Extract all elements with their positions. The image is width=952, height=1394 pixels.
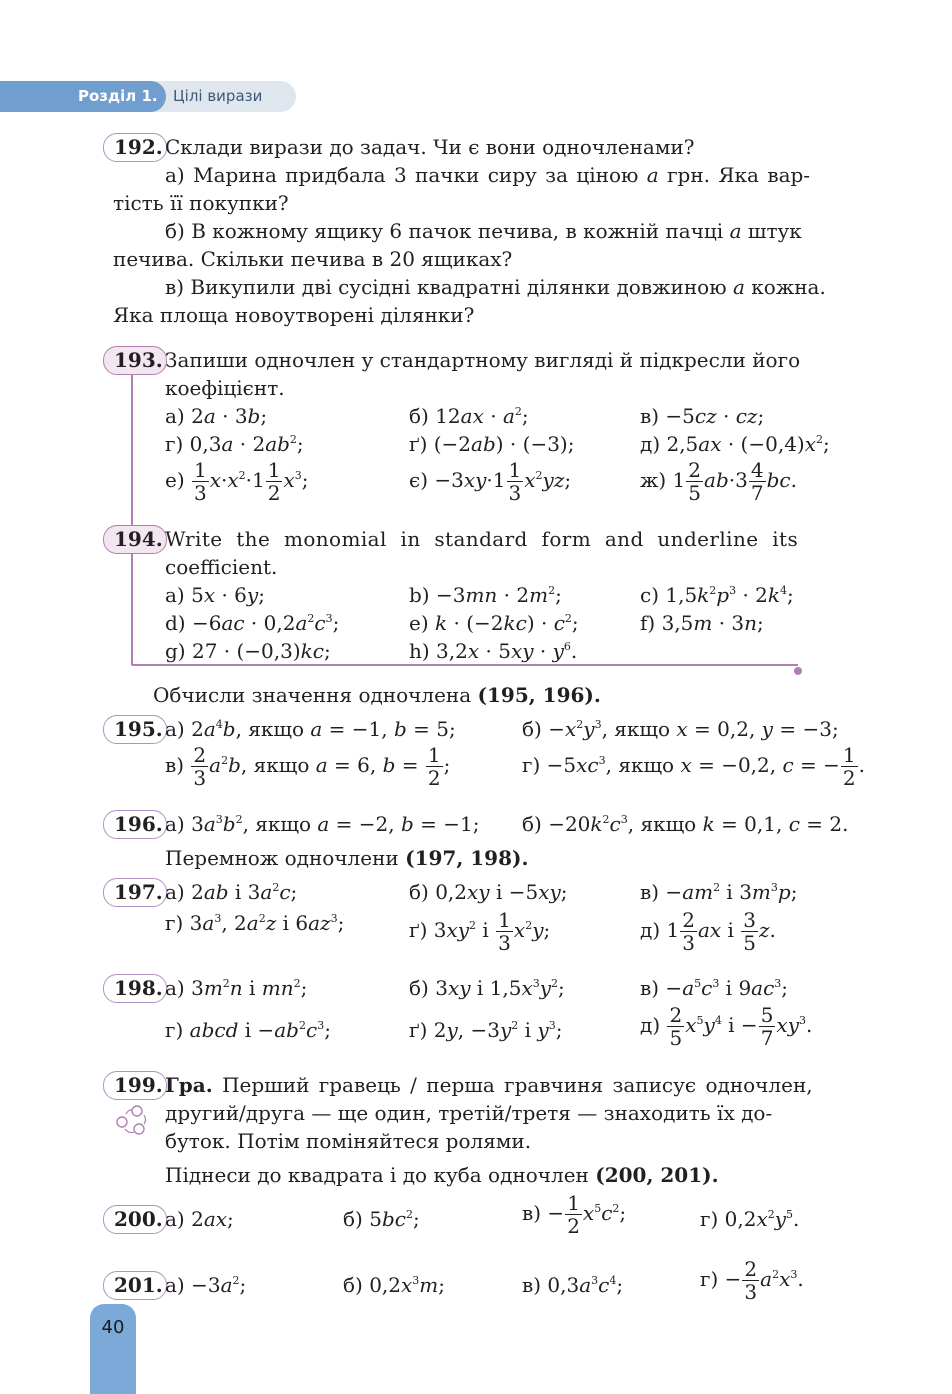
problem-192-b-line2: печива. Скільки печива в 20 ящиках? xyxy=(113,247,513,271)
problem-number-197: 197. xyxy=(103,878,167,907)
problem-197-item-v: $в) -am^2$ і $3m^3p$; xyxy=(640,880,798,904)
problem-194-item-e: e) $k \cdot (-2kc) \cdot c^2$; xyxy=(409,611,579,635)
section-bracket-dot xyxy=(794,667,802,675)
problem-199-line3: буток. Потім поміняйтеся ролями. xyxy=(165,1129,532,1153)
game-icon xyxy=(113,1103,151,1139)
intro-200-201: Піднеси до квадрата і до куба одночлен (200, 201). xyxy=(165,1163,719,1187)
problem-198-item-v: $в) -a^5c^3$ і $9ac^3$; xyxy=(640,976,789,1000)
problem-194-item-h: h) $3,2x \cdot 5xy \cdot y^6$. xyxy=(409,639,578,663)
intro-197-198: Перемнож одночлени (197, 198). xyxy=(165,846,529,870)
problem-201-item-g: г) − $\frac{2}{3}$ $a^2x^3$. xyxy=(700,1257,804,1304)
problem-201-item-b: б) $0,2x^3m$; xyxy=(343,1273,446,1297)
problem-195-item-g: $г) -5xc^3$, якщо x = −0,2, c = − $\frac{1}{2}$ . xyxy=(522,743,866,790)
problem-194-item-c: c) $1,5k^2p^3 \cdot 2k^4$; xyxy=(640,583,794,607)
problem-number-193: 193. xyxy=(103,346,167,375)
problem-193-item-b: б) $12ax \cdot a^2$; xyxy=(409,404,529,428)
problem-198-item-gg: ґ) 2y, $-3y^2$ і $y^3$; xyxy=(409,1018,563,1042)
problem-193-item-e: е) $\frac{1}{3}$ $x\cdot x^2\cdot 1$ $\frac{1}{2}$ $x^3$; xyxy=(165,458,309,505)
problem-194-item-g: g) 27 · (−0,3)kc; xyxy=(165,639,331,663)
problem-193-item-ye: є) −3xy·1 $\frac{1}{3}$ $x^2yz$; xyxy=(409,458,572,505)
problem-194-item-a: a) 5x · 6y; xyxy=(165,583,265,607)
section-bracket-vertical xyxy=(131,375,133,665)
problem-193-item-v: в) −5cz · cz; xyxy=(640,404,765,428)
problem-195-item-v: в) $\frac{2}{3}$ $a^2b$, якщо a = 6, b = $\frac{1}{2}$ ; xyxy=(165,743,451,790)
problem-number-201: 201. xyxy=(103,1271,167,1300)
problem-200-item-g: г) $0,2x^2y^5$. xyxy=(700,1207,800,1231)
problem-194-item-f: f) 3,5m · 3n; xyxy=(640,611,764,635)
problem-number-196: 196. xyxy=(103,810,167,839)
problem-201-item-v: в) $0,3a^3c^4$; xyxy=(522,1273,624,1297)
problem-193-item-zh: ж) 1 $\frac{2}{5}$ ab·3 $\frac{4}{7}$ bc. xyxy=(640,458,797,505)
problem-198-item-g: г) abcd $і -ab^2c^3$; xyxy=(165,1018,331,1042)
problem-196-item-a: а) $3a^3b^2$, якщо a = −2, b = −1; xyxy=(165,812,480,836)
problem-192-c-line1: в) Викупили дві сусідні квадратні ділянки довжиною a кожна. xyxy=(165,275,826,299)
problem-198-item-d: д) $\frac{2}{5}$ $x^5y^4$ і − $\frac{5}{7}$ $xy^3$. xyxy=(640,1003,813,1050)
problem-194-item-b: $b) -3mn \cdot 2m^2$; xyxy=(409,583,562,607)
problem-193-text-line1: Запиши одночлен у стандартному вигляді й підкресли його xyxy=(165,348,801,372)
problem-192-b-line1: б) В кожному ящику 6 пачок печива, в кожній пачці a штук xyxy=(165,219,802,243)
problem-199-line2: другий/друга — ще один, третій/третя — знаходить їх до- xyxy=(165,1101,773,1125)
section-bracket-horizontal xyxy=(131,664,798,666)
intro-195-196: Обчисли значення одночлена (195, 196). xyxy=(153,683,601,707)
problem-193-item-g: г) $0,3a \cdot 2ab^2$; xyxy=(165,432,304,456)
problem-193-item-a: а) 2a · 3b; xyxy=(165,404,268,428)
problem-200-item-b: б) $5bc^2$; xyxy=(343,1207,420,1231)
problem-197-item-gg: ґ) $3xy^2$ і $\frac{1}{3}$ $x^2y$; xyxy=(409,908,551,955)
chapter-tab xyxy=(0,81,296,112)
problem-201-item-a: $а) -3a^2$; xyxy=(165,1273,247,1297)
problem-number-198: 198. xyxy=(103,974,167,1003)
problem-192-a-line2: тість її покупки? xyxy=(113,191,289,215)
problem-196-item-b: $б) -20k^2c^3$, якщо k = 0,1, c = 2. xyxy=(522,812,849,836)
problem-number-192: 192. xyxy=(103,133,167,162)
problem-198-item-a: а) $3m^2n$ і $mn^2$; xyxy=(165,976,308,1000)
problem-200-item-a: а) 2ax; xyxy=(165,1207,234,1231)
problem-number-199: 199. xyxy=(103,1071,167,1100)
problem-194-text-line2: coefficient. xyxy=(165,555,278,579)
page-number-tab xyxy=(90,1304,136,1394)
problem-193-item-d: д) $2,5ax \cdot (-0,4)x^2$; xyxy=(640,432,830,456)
problem-number-195: 195. xyxy=(103,715,167,744)
problem-194-item-d: $d) -6ac \cdot 0,2a^2c^3$; xyxy=(165,611,340,635)
problem-192-a-line1: а) Марина придбала 3 пачки сиру за ціною a грн. Яка вар- xyxy=(165,163,811,187)
problem-197-item-g: г) $3a^3$, $2a^2z$ і $6az^3$; xyxy=(165,910,345,935)
problem-197-item-a: а) 2ab і $3a^2c$; xyxy=(165,880,298,904)
problem-197-item-b: б) 0,2xy і −5xy; xyxy=(409,880,568,904)
problem-198-item-b: б) 3xy і $1,5x^3y^2$; xyxy=(409,976,565,1000)
problem-197-item-d: д) 1 $\frac{2}{3}$ ax і $\frac{3}{5}$ z. xyxy=(640,908,776,955)
problem-199-line1: Гра. Перший гравець / перша гравчиня записує одночлен, xyxy=(165,1073,813,1097)
problem-192-text: Склади вирази до задач. Чи є вони одночленами? xyxy=(165,135,695,159)
problem-200-item-v: в) − $\frac{1}{2}$ $x^5c^2$; xyxy=(522,1191,627,1238)
problem-195-item-a: а) $2a^4b$, якщо a = −1, b = 5; xyxy=(165,717,456,741)
problem-194-text-line1: Write the monomial in standard form and underline its xyxy=(165,527,799,551)
page-number: 40 xyxy=(101,1317,125,1338)
chapter-title: Цілі вирази xyxy=(173,87,263,105)
problem-193-text-line2: коефіцієнт. xyxy=(165,376,285,400)
problem-195-item-b: $б) -x^2y^3$, якщо x = 0,2, y = −3; xyxy=(522,717,839,741)
problem-193-item-gg: ґ) (−2ab) · (−3); xyxy=(409,432,575,456)
section-label: Розділ 1. xyxy=(78,87,158,105)
problem-number-200: 200. xyxy=(103,1205,167,1234)
problem-number-194: 194. xyxy=(103,525,167,554)
problem-192-c-line2: Яка площа новоутворені ділянки? xyxy=(113,303,475,327)
